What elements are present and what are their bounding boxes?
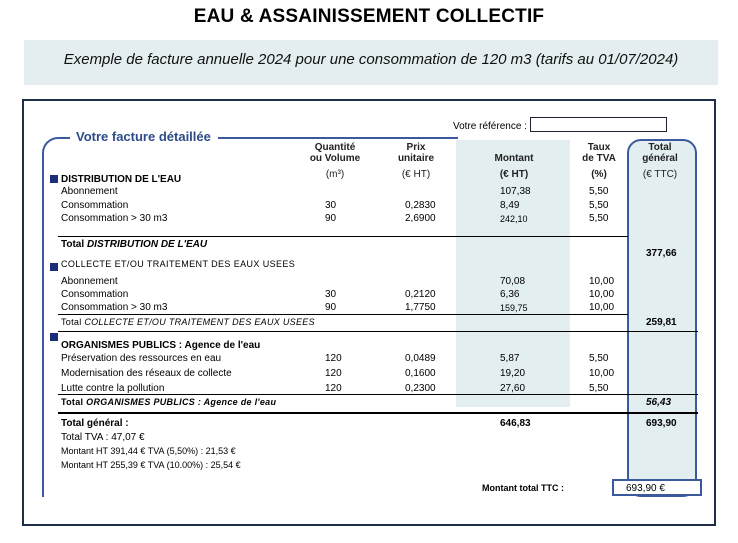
row-vat: 5,50 [589, 200, 609, 211]
reference-input[interactable] [530, 117, 667, 132]
row-amount: 70,08 [500, 276, 526, 287]
row-vat: 5,50 [589, 213, 609, 224]
row-amount: 159,75 [500, 303, 528, 313]
amount-column-shade [456, 140, 570, 407]
row-label: Consommation > 30 m3 [61, 302, 168, 313]
section-total-label: Total ORGANISMES PUBLICS : Agence de l'eau [61, 397, 277, 407]
section-total-label: Total DISTRIBUTION DE L'EAU [61, 239, 208, 250]
row-qty: 120 [325, 353, 342, 364]
row-qty: 30 [325, 200, 337, 211]
row-label: Abonnement [61, 276, 118, 287]
row-qty: 120 [325, 383, 342, 394]
row-label: Consommation > 30 m3 [61, 213, 168, 224]
amount-due-value: 693,90 € [626, 483, 665, 494]
divider [58, 412, 698, 414]
divider [58, 331, 698, 332]
row-label: Consommation [61, 200, 129, 211]
section-total-value: 259,81 [646, 317, 677, 328]
row-vat: 10,00 [589, 276, 615, 287]
row-amount: 242,10 [500, 214, 528, 224]
vat-breakdown-line: Montant HT 391,44 € TVA (5,50%) : 21,53 € [61, 446, 236, 456]
row-label: Lutte contre la pollution [61, 383, 165, 394]
header-unit-price: Prix unitaire (€ HT) [397, 142, 435, 180]
section-bullet [50, 175, 58, 183]
row-price: 0,2300 [405, 383, 436, 394]
row-label: Abonnement [61, 186, 118, 197]
header-vat-rate: Taux de TVA (%) [582, 142, 616, 180]
subtitle: Exemple de facture annuelle 2024 pour une consommation de 120 m3 (tarifs au 01/07/2024) [63, 51, 679, 68]
row-label: Modernisation des réseaux de collecte [61, 368, 232, 379]
row-label: Consommation [61, 289, 129, 300]
divider [58, 394, 698, 395]
divider [58, 314, 628, 315]
row-qty: 90 [325, 302, 337, 313]
section-total-value: 56,43 [646, 397, 672, 408]
row-price: 2,6900 [405, 213, 436, 224]
row-amount: 5,87 [500, 353, 520, 364]
row-amount: 107,38 [500, 186, 531, 197]
row-price: 0,2830 [405, 200, 436, 211]
grand-total-ttc: 693,90 [646, 418, 677, 429]
row-qty: 120 [325, 368, 342, 379]
section-bullet [50, 333, 58, 341]
row-vat: 5,50 [589, 186, 609, 197]
row-vat: 5,50 [589, 353, 609, 364]
row-amount: 8,49 [500, 200, 520, 211]
row-amount: 6,36 [500, 289, 520, 300]
row-price: 0,0489 [405, 353, 436, 364]
reference-label: Votre référence : [453, 121, 527, 132]
section-title: COLLECTE ET/OU TRAITEMENT DES EAUX USEES [61, 259, 296, 269]
section-title: DISTRIBUTION DE L'EAU [61, 174, 182, 185]
row-qty: 30 [325, 289, 337, 300]
row-vat: 5,50 [589, 383, 609, 394]
header-amount: Montant (€ HT) [494, 153, 534, 180]
row-price: 1,7750 [405, 302, 436, 313]
row-vat: 10,00 [589, 302, 615, 313]
row-qty: 90 [325, 213, 337, 224]
divider [58, 236, 628, 237]
row-amount: 19,20 [500, 368, 526, 379]
section-bullet [50, 263, 58, 271]
header-total: Total général (€ TTC) [642, 142, 678, 180]
page-title: EAU & ASSAINISSEMENT COLLECTIF [193, 6, 545, 27]
vat-total: Total TVA : 47,07 € [61, 432, 145, 443]
section-total-label: Total COLLECTE ET/OU TRAITEMENT DES EAUX USEES [61, 317, 315, 327]
header-quantity: Quantité ou Volume (m³) [309, 142, 361, 180]
vat-breakdown-line: Montant HT 255,39 € TVA (10.00%) : 25,54 € [61, 460, 241, 470]
invoice-section-title: Votre facture détaillée [76, 129, 211, 144]
section-total-value: 377,66 [646, 248, 677, 259]
row-vat: 10,00 [589, 368, 615, 379]
section-title: ORGANISMES PUBLICS : Agence de l'eau [61, 340, 261, 351]
row-amount: 27,60 [500, 383, 526, 394]
grand-total-ht: 646,83 [500, 418, 531, 429]
row-vat: 10,00 [589, 289, 615, 300]
row-price: 0,2120 [405, 289, 436, 300]
row-price: 0,1600 [405, 368, 436, 379]
row-label: Préservation des ressources en eau [61, 353, 222, 364]
grand-total-label: Total général : [61, 418, 129, 429]
amount-due-label: Montant total TTC : [482, 483, 564, 493]
